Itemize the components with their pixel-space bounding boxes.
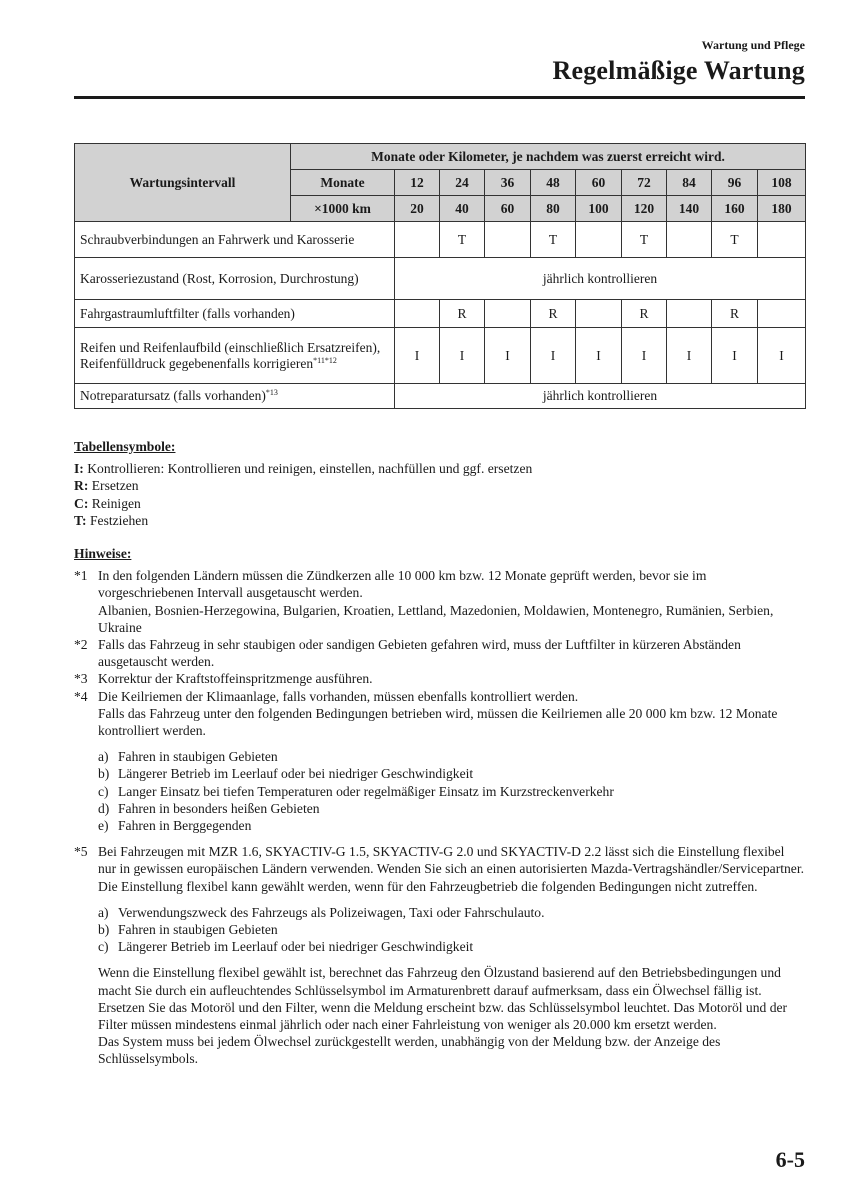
schedule-cell <box>485 300 531 328</box>
km-cell: 20 <box>395 196 440 222</box>
schedule-cell: I <box>440 328 485 384</box>
schedule-cell: I <box>485 328 531 384</box>
km-cell: 180 <box>758 196 806 222</box>
list-item: d) Fahren in besonders heißen Gebieten <box>98 800 320 816</box>
schedule-cell <box>395 222 440 258</box>
note-5-list <box>98 904 805 956</box>
schedule-cell: I <box>712 328 758 384</box>
note-5: *5 Bei Fahrzeugen mit MZR 1.6, SKYACTIV-G 1.5, SKYACTIV-G 2.0 und SKYACTIV-D 2.2 lässt sich die Einstellung flexibel nur in gewissen europäischen Ländern verwenden. Wenden Sie sich an einen autorisierten Mazda-Vertragshändler/Servicepartner. Die Einstellung flexibel kann gewählt werden, wenn für den Fahrzeugbetrieb die folgenden Bedingungen nicht zutreffen. a) Verwendungszweck des Fahrzeugs als Polizeiwagen, Taxi oder Fahrschulauto. b) Fahren in staubigen Gebieten c) Längerer Betrieb im Leerlauf oder bei niedriger Geschwindigkeit Wenn die Einstellung flexibel gewählt ist, berechnet das Fahrzeug den Ölzustand basierend auf den Betriebsbedingungen und macht Sie durch ein aufleuchtendes Schlüsselsymbol im Armaturenbrett darauf aufmerksam, dass ein Ölwechsel fällig ist. Ersetzen Sie das Motoröl und den Filter, wenn die Meldung erscheint bzw. das Schlüsselsymbol leuchtet. Das Motoröl und der Filter müssen mindestens einmal jährlich oder nach einer Fahrleistung von weniger als 20.000 km ersetzt werden. Das System muss bei jedem Ölwechsel zurückgestellt werden, unabhängig von der Meldung bzw. der Anzeige des Schlüsselsymbols. <box>74 844 805 1067</box>
note-5-paragraph: Ersetzen Sie das Motoröl und den Filter, wenn die Meldung erscheint bzw. das Schlüsselsymbol leuchtet. Das Motoröl und der Filter müssen mindestens einmal jährlich oder nach einer Fahrleistung von weniger als 20.000 km ersetzt werden. <box>98 999 788 1033</box>
schedule-cell: R <box>712 300 758 328</box>
symbols-section <box>74 438 805 529</box>
km-cell: 80 <box>531 196 576 222</box>
list-item: a) Fahren in staubigen Gebieten <box>98 749 278 765</box>
list-item: e) Fahren in Berggegenden <box>98 818 252 834</box>
symbols-heading: Tabellensymbole: <box>74 439 176 454</box>
months-cell: 72 <box>622 170 667 196</box>
notes-section <box>74 545 805 1068</box>
schedule-cell: I <box>395 328 440 384</box>
schedule-cell: I <box>576 328 622 384</box>
list-item: b) Fahren in staubigen Gebieten <box>98 922 278 938</box>
schedule-cell: R <box>531 300 576 328</box>
schedule-cell <box>667 300 712 328</box>
maintenance-item: Karosseriezustand (Rost, Korrosion, Durchrostung) <box>75 258 395 300</box>
km-cell: 120 <box>622 196 667 222</box>
symbol-line: C: Reinigen <box>74 495 141 511</box>
schedule-cell: I <box>758 328 806 384</box>
table-row <box>75 258 806 300</box>
months-cell: 12 <box>395 170 440 196</box>
table-header-row-top <box>75 144 806 170</box>
note-5-paragraph: Wenn die Einstellung flexibel gewählt ist, berechnet das Fahrzeug den Ölzustand basierend auf den Betriebsbedingungen und macht Sie durch ein aufleuchtendes Schlüsselsymbol im Armaturenbrett darauf aufmerksam, dass ein Ölwechsel fällig ist. <box>98 965 781 998</box>
months-label: Monate <box>291 170 395 196</box>
table-body <box>75 222 806 409</box>
months-cell: 36 <box>485 170 531 196</box>
list-item: c) Längerer Betrieb im Leerlauf oder bei niedriger Geschwindigkeit <box>98 939 474 955</box>
list-item: a) Verwendungszweck des Fahrzeugs als Polizeiwagen, Taxi oder Fahrschulauto. <box>98 904 545 920</box>
schedule-cell: R <box>622 300 667 328</box>
table-row <box>75 300 806 328</box>
maintenance-item: Notreparatursatz (falls vorhanden)$^{*13}$ <box>75 384 395 409</box>
table-row <box>75 222 806 258</box>
list-item: b) Längerer Betrieb im Leerlauf oder bei niedriger Geschwindigkeit <box>98 766 474 782</box>
footnote-ref: *11*12 <box>313 355 337 365</box>
months-cell: 96 <box>712 170 758 196</box>
title-rule <box>74 96 805 99</box>
schedule-span-cell: jährlich kontrollieren <box>395 258 806 300</box>
symbol-line: I: Kontrollieren: Kontrollieren und reinigen, einstellen, nachfüllen und ggf. ersetzen <box>74 461 533 477</box>
maintenance-item: Fahrgastraumluftfilter (falls vorhanden) <box>75 300 395 328</box>
schedule-cell: R <box>440 300 485 328</box>
km-cell: 160 <box>712 196 758 222</box>
schedule-cell <box>667 222 712 258</box>
months-cell: 108 <box>758 170 806 196</box>
note-4-list <box>98 748 805 834</box>
schedule-cell: I <box>667 328 712 384</box>
km-cell: 140 <box>667 196 712 222</box>
months-cell: 60 <box>576 170 622 196</box>
note-2: *2 Falls das Fahrzeug in sehr staubigen oder sandigen Gebieten gefahren wird, muss der Luftfilter in kürzeren Abständen ausgetauscht werden. <box>74 637 741 670</box>
schedule-cell <box>758 222 806 258</box>
maintenance-schedule-table <box>74 143 806 409</box>
table-row <box>75 328 806 384</box>
page-number: 6-5 <box>775 1147 805 1172</box>
interval-header: Monate oder Kilometer, je nachdem was zuerst erreicht wird. <box>291 144 806 170</box>
schedule-cell: T <box>440 222 485 258</box>
months-cell: 24 <box>440 170 485 196</box>
schedule-cell <box>758 300 806 328</box>
notes-heading: Hinweise: <box>74 546 132 561</box>
symbol-line: T: Festziehen <box>74 512 149 528</box>
km-label: ×1000 km <box>291 196 395 222</box>
months-cell: 48 <box>531 170 576 196</box>
schedule-cell: I <box>622 328 667 384</box>
schedule-cell: T <box>712 222 758 258</box>
km-cell: 40 <box>440 196 485 222</box>
note-5-paragraph: Das System muss bei jedem Ölwechsel zurückgestellt werden, unabhängig von der Meldung bzw. der Anzeige des Schlüsselsymbols. <box>98 1034 721 1067</box>
schedule-cell <box>395 300 440 328</box>
corner-header: Wartungsintervall <box>75 144 291 222</box>
list-item: c) Langer Einsatz bei tiefen Temperaturen oder regelmäßiger Einsatz im Kurzstreckenverkehr <box>98 783 614 799</box>
note-1: *1 In den folgenden Ländern müssen die Zündkerzen alle 10 000 km bzw. 12 Monate geprüft werden, bevor sie im vorgeschriebenen Intervall ausgetauscht werden. Albanien, Bosnien-Herzegowina, Bulgarien, Kroatien, Lettland, Mazedonien, Moldawien, Montenegro, Rumänien, Serbien, Ukraine <box>74 568 774 635</box>
symbol-line: R: Ersetzen <box>74 478 139 494</box>
km-cell: 60 <box>485 196 531 222</box>
schedule-cell <box>576 300 622 328</box>
section-label: Wartung und Pflege <box>701 38 805 52</box>
maintenance-item: Reifen und Reifenlaufbild (einschließlich Ersatzreifen), Reifenfülldruck gegebenenfalls korrigieren$^{*11*12}$ <box>75 328 395 384</box>
schedule-cell: T <box>531 222 576 258</box>
maintenance-item: Schraubverbindungen an Fahrwerk und Karosserie <box>75 222 395 258</box>
months-cell: 84 <box>667 170 712 196</box>
note-4: *4 Die Keilriemen der Klimaanlage, falls vorhanden, müssen ebenfalls kontrolliert werden. Falls das Fahrzeug unter den folgenden Bedingungen betrieben wird, müssen die Keilriemen alle 20 000 km bzw. 12 Monate kontrolliert werden. a) Fahren in staubigen Gebieten b) Längerer Betrieb im Leerlauf oder bei niedriger Geschwindigkeit c) Langer Einsatz bei tiefen Temperaturen oder regelmäßiger Einsatz im Kurzstreckenverkehr d) Fahren in besonders heißen Gebieten e) Fahren in Berggegenden <box>74 688 805 835</box>
footnote-ref: *13 <box>265 388 278 397</box>
km-cell: 100 <box>576 196 622 222</box>
schedule-cell <box>485 222 531 258</box>
note-3: *3 Korrektur der Kraftstoffeinspritzmenge ausführen. <box>74 671 373 687</box>
schedule-cell: I <box>531 328 576 384</box>
schedule-span-cell: jährlich kontrollieren <box>395 384 806 409</box>
schedule-cell <box>576 222 622 258</box>
table-row <box>75 384 806 409</box>
schedule-cell: T <box>622 222 667 258</box>
page-title: Regelmäßige Wartung <box>552 56 805 85</box>
